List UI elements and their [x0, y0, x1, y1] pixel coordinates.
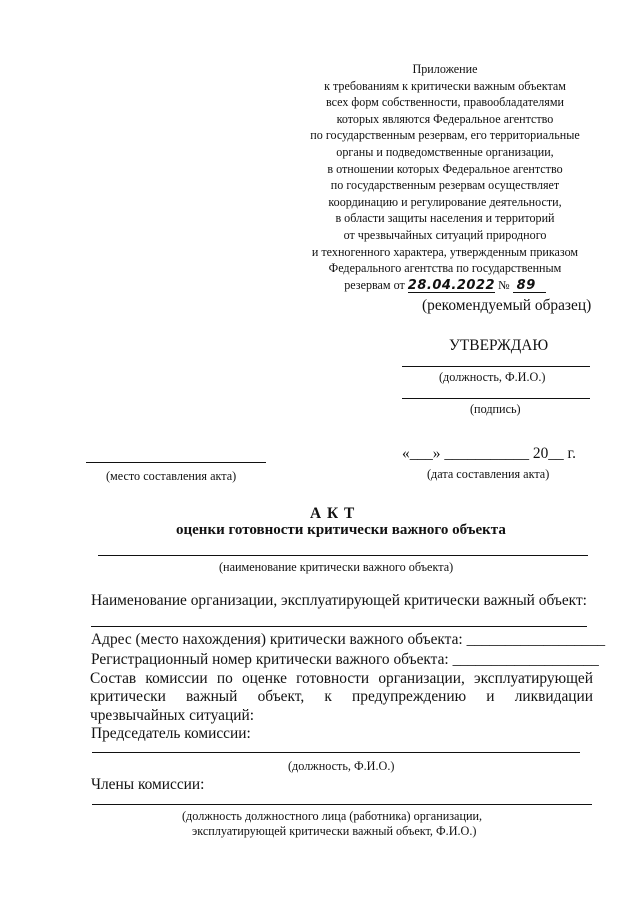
act-subtitle: оценки готовности критически важного объекта: [176, 522, 506, 538]
appendix-line: которых являются Федеральное агентство: [336, 111, 554, 126]
members-caption-line1: (должность должностного лица (работника) организации,: [182, 809, 483, 823]
reg-number-blank: ___________________: [452, 651, 599, 668]
place-line: [86, 462, 266, 463]
date-year-suffix: г.: [567, 445, 576, 462]
members-caption-line2: эксплуатирующей критически важный объект, Ф.И.О.): [192, 824, 477, 838]
reg-number-label: [91, 651, 599, 669]
appendix-line: от чрезвычайных ситуаций природного: [343, 227, 547, 242]
appendix-line: всех форм собственности, правообладателями: [326, 95, 564, 110]
date-year-prefix: 20: [532, 445, 549, 462]
org-name-label: Наименование организации, эксплуатирующей критически важный объект:: [91, 592, 587, 609]
appendix-line: к требованиям к критически важным объектам: [324, 78, 566, 93]
commission-paragraph: Состав комиссии по оценке готовности организации, эксплуатирующей критически важный объект, к предупреждению и ликвидации чрезвычайных ситуаций:: [90, 670, 593, 724]
position-caption: (должность, Ф.И.О.): [439, 370, 546, 384]
place-caption: (место составления акта): [106, 469, 237, 483]
chairman-label: Председатель комиссии:: [91, 725, 251, 742]
object-name-line: [98, 555, 588, 556]
date-close-quote: »: [432, 445, 441, 462]
date-open-quote: «: [402, 445, 410, 462]
appendix-line: по государственным резервам осуществляет: [330, 178, 560, 193]
number-sign: №: [498, 277, 510, 292]
appendix-header: [290, 61, 600, 293]
object-caption: (наименование критически важного объекта): [219, 560, 454, 574]
appendix-line: органы и подведомственные организации,: [336, 144, 554, 159]
appendix-line: Федерального агентства по государственным: [328, 261, 562, 276]
act-title: А К Т: [310, 505, 356, 522]
order-date-handwritten: 28.04.2022: [407, 277, 496, 293]
signature-caption: (подпись): [470, 402, 521, 416]
org-name-line: [91, 626, 587, 627]
approve-title: УТВЕРЖДАЮ: [449, 337, 549, 354]
reg-number-text: Регистрационный номер критически важного объекта:: [91, 651, 449, 668]
chairman-line: [92, 752, 580, 753]
date-year-blank: __: [548, 445, 564, 462]
address-blank: __________________: [466, 631, 606, 648]
date-month-blank: ___________: [444, 445, 530, 462]
appendix-line: в отношении которых Федеральное агентство: [327, 161, 563, 176]
date-caption: (дата составления акта): [427, 467, 550, 481]
order-reference-line: [290, 277, 600, 294]
address-label: [91, 631, 605, 649]
position-signature-line: [402, 366, 590, 367]
signature-line: [402, 398, 590, 399]
appendix-line: в области защиты населения и территорий: [335, 211, 555, 226]
appendix-line: координацию и регулирование деятельности,: [328, 194, 562, 209]
date-day-blank: ___: [409, 445, 433, 462]
order-number-handwritten: 89: [513, 279, 546, 293]
sample-note: (рекомендуемый образец): [422, 297, 592, 314]
appendix-line: и техногенного характера, утвержденным приказом: [311, 244, 579, 259]
act-date-line: [402, 445, 576, 463]
members-line: [92, 804, 592, 805]
address-text: Адрес (место нахождения) критически важного объекта:: [91, 631, 463, 648]
order-prefix: резервам от: [344, 277, 405, 292]
appendix-line: Приложение: [412, 62, 478, 76]
chairman-caption: (должность, Ф.И.О.): [288, 759, 395, 773]
members-label: Члены комиссии:: [91, 776, 205, 793]
appendix-line: по государственным резервам, его территориальные: [310, 128, 580, 143]
